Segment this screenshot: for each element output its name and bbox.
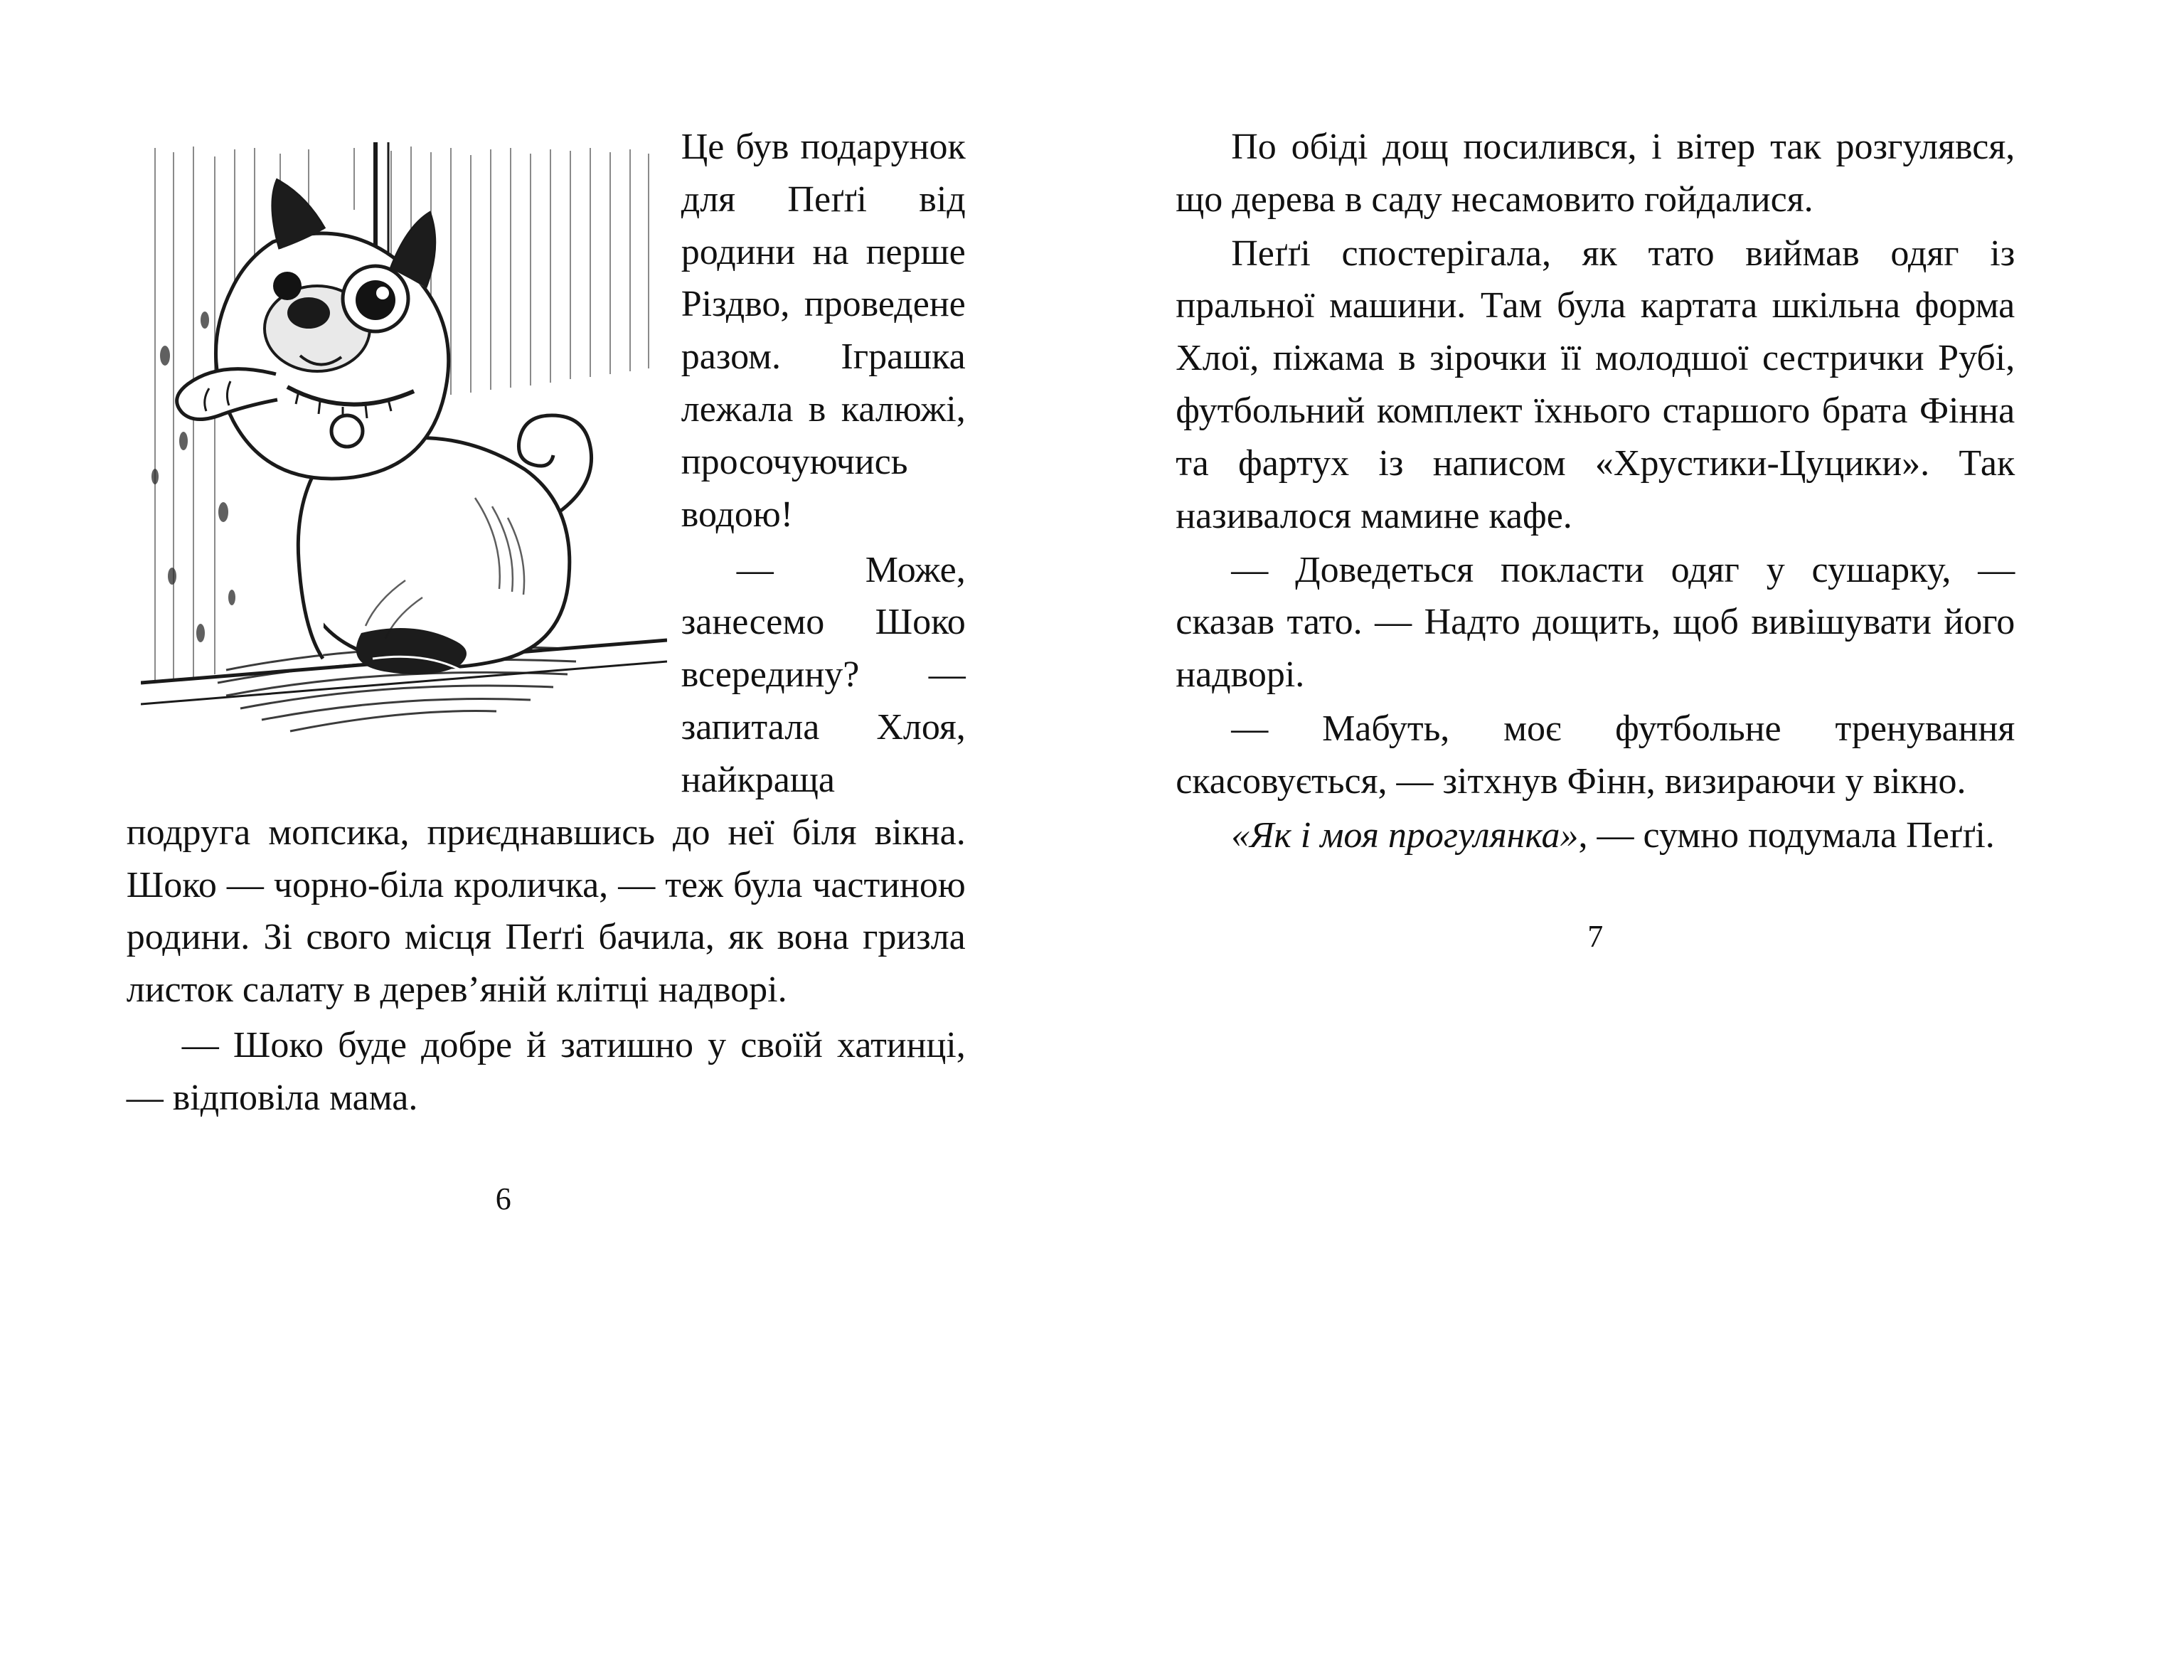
paragraph: По обіді дощ посилився, і вітер так розгулявся, що дерева в саду несамовито гойдалися. [1176, 127, 2015, 220]
paragraph: — Доведеться покласти одяг у сушарку, — сказав тато. — Надто дощить, щоб вивішувати його надворі. [1176, 549, 2015, 696]
pug-illustration [127, 121, 681, 804]
page-number: 7 [1587, 918, 1604, 954]
left-page-text-column [126, 121, 966, 1216]
left-page [85, 121, 1092, 1558]
right-page [1092, 121, 2099, 1558]
paragraph: Це був подарунок для Пеґґі від родини на перше Різдво, проведене разом. Іграшка лежала в калюжі, просочуючись водою! [681, 127, 966, 535]
paragraph: — Може, занесемо Шоко всередину? — запитала Хлоя, найкраща подруга мопсика, приєднавшись до неї біля вікна. Шоко — чорно-біла кроличка, — теж була частиною родини. Зі свого місця Пеґґі бачила, як вона гризла листок салату в дерев’яній клітці надворі. [126, 549, 966, 1011]
quote-attribution: , — сумно подумала Пеґґі. [1578, 814, 1995, 856]
page-number: 6 [495, 1181, 511, 1216]
pug-by-window-drawing [141, 142, 667, 782]
paragraph: — Мабуть, моє футбольне тренування скасовується, — зітхнув Фінн, визираючи у вікно. [1176, 708, 2015, 802]
right-page-text-column [1176, 121, 2015, 954]
paragraph: — Шоко буде добре й затишно у своїй хатинці, — відповіла мама. [126, 1025, 966, 1118]
paragraph-italic-quote [1176, 809, 2015, 862]
italic-quote: «Як і моя прогулянка» [1231, 814, 1579, 856]
illustration-frame [141, 142, 667, 782]
paragraph: Пеґґі спостерігала, як тато виймав одяг із пральної машини. Там була картата шкільна форма Хлої, піжама в зірочки її молодшої сестрички Рубі, футбольний комплект їхнього старшого брата Фінна та фартух із написом «Хрустики-Цуцики». Так називалося мамине кафе. [1176, 233, 2015, 536]
